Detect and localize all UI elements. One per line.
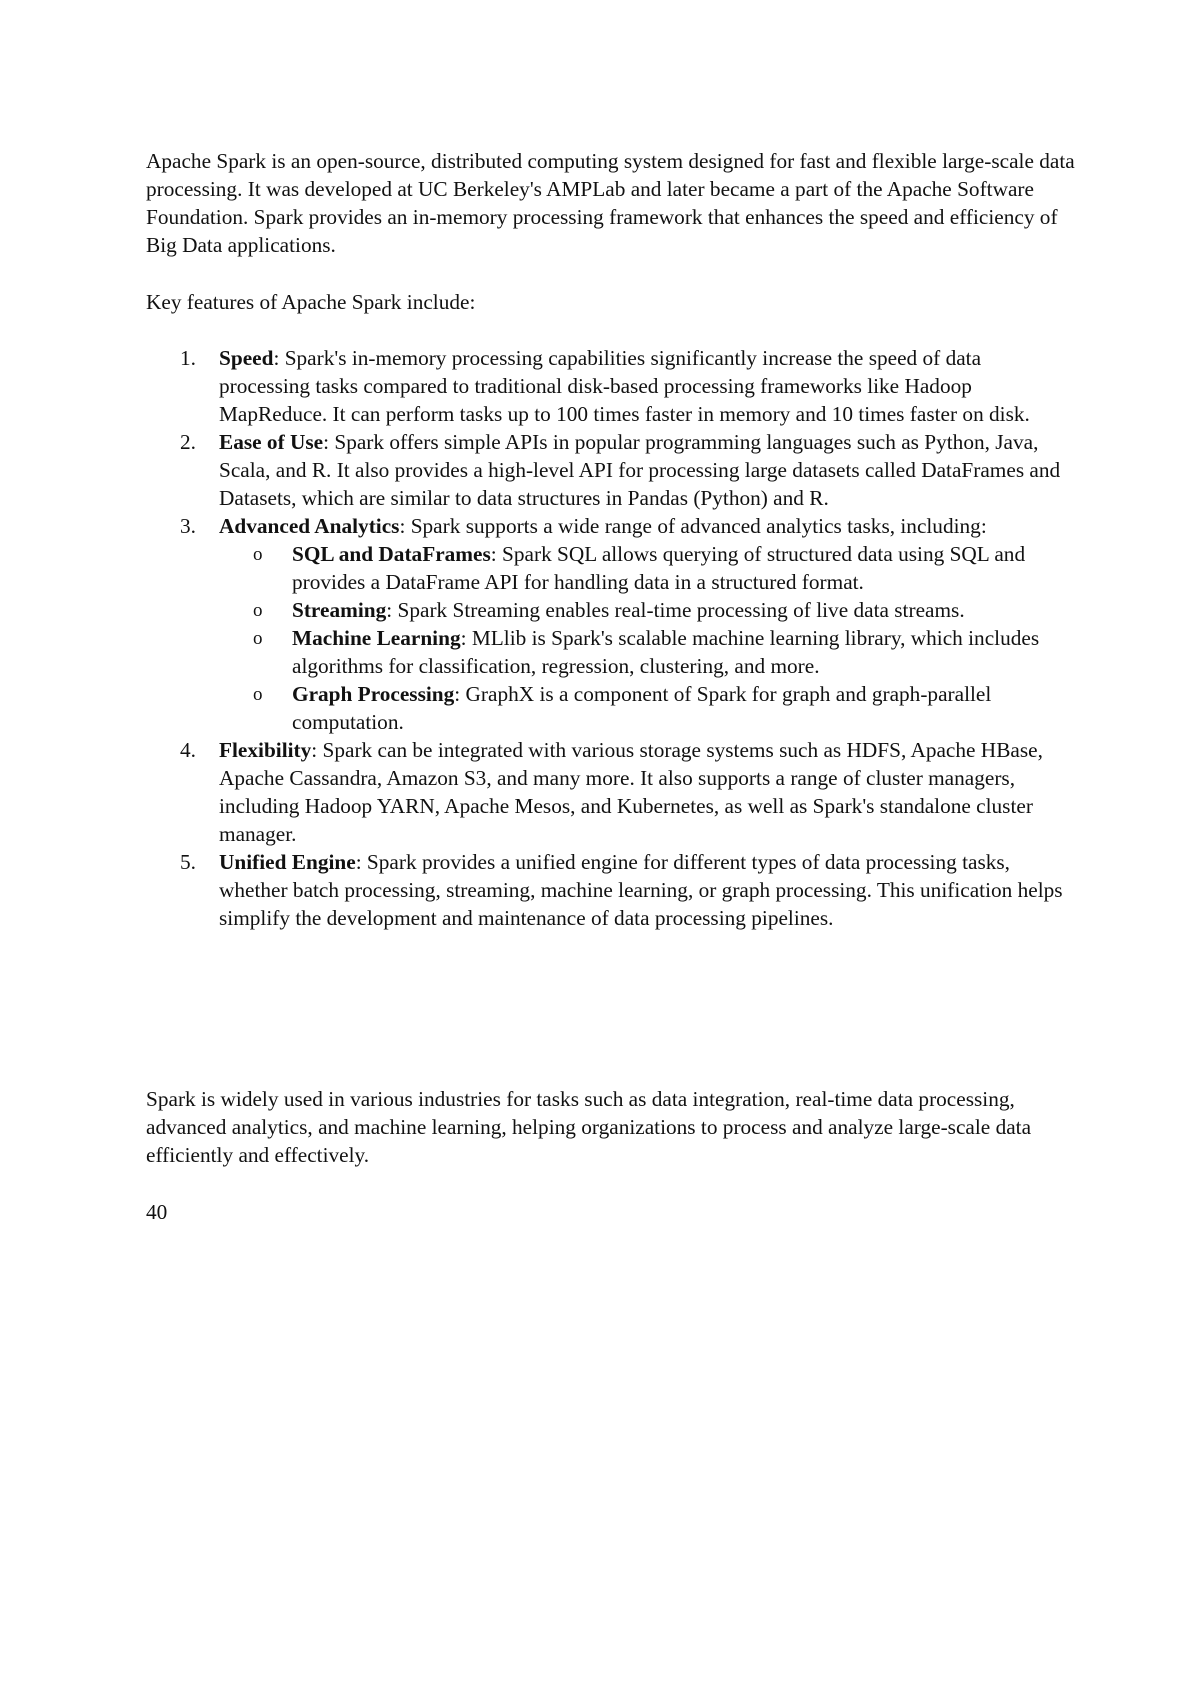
feature-title: Flexibility	[219, 738, 312, 762]
conclusion-paragraph: Spark is widely used in various industries for tasks such as data integration, real-time data processing, advanced analytics, and machine learning, helping organizations to process and analyze large-scale data efficiently and effectively.	[146, 1087, 1032, 1167]
sub-item-description: : MLlib is Spark's scalable machine learning library, which includes algorithms for classification, regression, clustering, and more.	[292, 626, 1040, 678]
intro-paragraph: Apache Spark is an open-source, distributed computing system designed for fast and flexible large-scale data processing. It was developed at UC Berkeley's AMPLab and later became a part of the Apache Software Foundation. Spark provides an in-memory processing framework that enhances the speed and efficiency of Big Data applications.	[146, 149, 1075, 257]
analytics-sub-list	[219, 540, 1076, 736]
sub-item-description: : Spark SQL allows querying of structured data using SQL and provides a DataFrame API for handling data in a structured format.	[292, 542, 1026, 594]
sub-item-title: Graph Processing	[292, 682, 455, 706]
bullet-icon: o	[253, 544, 263, 565]
bullet-icon: o	[253, 600, 263, 621]
list-number: 5.	[180, 850, 196, 874]
sub-item-sql-dataframes	[219, 540, 1076, 596]
list-number: 2.	[180, 430, 196, 454]
bullet-icon: o	[253, 684, 263, 705]
sub-item-title: SQL and DataFrames	[292, 542, 491, 566]
sub-item-description: : GraphX is a component of Spark for graph and graph-parallel computation.	[292, 682, 992, 734]
feature-description: : Spark supports a wide range of advanced analytics tasks, including:	[399, 514, 987, 538]
sub-item-title: Machine Learning	[292, 626, 461, 650]
sub-item-title: Streaming	[292, 598, 387, 622]
feature-title: Speed	[219, 346, 274, 370]
feature-description: : Spark's in-memory processing capabilities significantly increase the speed of data processing tasks compared to traditional disk-based processing frameworks like Hadoop MapReduce. It can perform tasks up to 100 times faster in memory and 10 times faster on disk.	[219, 346, 1030, 426]
bullet-icon: o	[253, 628, 263, 649]
feature-description: : Spark provides a unified engine for different types of data processing tasks, whether batch processing, streaming, machine learning, or graph processing. This unification helps simplify the development and maintenance of data processing pipelines.	[219, 850, 1063, 930]
feature-flexibility	[146, 736, 1076, 848]
feature-advanced-analytics	[146, 512, 1076, 736]
feature-ease-of-use	[146, 428, 1076, 512]
page-number: 40	[146, 1200, 168, 1224]
list-number: 4.	[180, 738, 196, 762]
feature-title: Ease of Use	[219, 430, 324, 454]
sub-item-graph-processing	[219, 680, 1076, 736]
sub-item-machine-learning	[219, 624, 1076, 680]
list-number: 1.	[180, 346, 196, 370]
feature-description: : Spark offers simple APIs in popular programming languages such as Python, Java, Scala, and R. It also provides a high-level API for processing large datasets called DataFrames and Datasets, which are similar to data structures in Pandas (Python) and R.	[219, 430, 1061, 510]
list-number: 3.	[180, 514, 196, 538]
features-list	[146, 344, 1076, 932]
feature-title: Advanced Analytics	[219, 514, 400, 538]
features-intro: Key features of Apache Spark include:	[146, 290, 476, 314]
feature-unified-engine	[146, 848, 1076, 932]
sub-item-streaming	[219, 596, 1076, 624]
feature-description: : Spark can be integrated with various storage systems such as HDFS, Apache HBase, Apache Cassandra, Amazon S3, and many more. It also supports a range of cluster managers, including Hadoop YARN, Apache Mesos, and Kubernetes, as well as Spark's standalone cluster manager.	[219, 738, 1043, 846]
feature-title: Unified Engine	[219, 850, 356, 874]
feature-speed	[146, 344, 1076, 428]
sub-item-description: : Spark Streaming enables real-time processing of live data streams.	[386, 598, 965, 622]
